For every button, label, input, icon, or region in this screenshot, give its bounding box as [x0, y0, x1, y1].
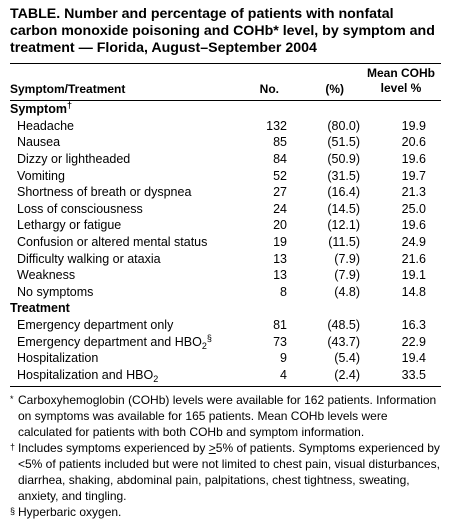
header-symptom-treatment: Symptom/Treatment	[10, 82, 126, 96]
row-label-text: Emergency department only	[17, 318, 174, 333]
row-mean-cohb: 19.1	[401, 268, 426, 283]
table-row	[10, 367, 441, 384]
row-no: 132	[266, 118, 287, 133]
row-pct: (7.9)	[334, 251, 360, 266]
row-label	[10, 350, 247, 367]
footnote-section-mark: §	[10, 506, 16, 517]
row-mean-cohb: 33.5	[401, 367, 426, 382]
row-label-text: Hospitalization and HBO	[17, 367, 154, 382]
row-no: 73	[273, 334, 287, 349]
row-no: 9	[280, 351, 287, 366]
footnote-dagger-mark: †	[10, 442, 16, 453]
header-no: No.	[259, 82, 279, 96]
footnote-dagger-post: 5% of patients. Symptoms experienced by <5% of patients included but were not limited to chest pain, visual disturbances, diarrhea, shaking, abdominal pain, palpitations, chest tightness, sweating, anxiety, and tingling.	[18, 441, 440, 504]
row-pct: (31.5)	[327, 168, 360, 183]
section-row-treatment	[10, 300, 441, 317]
row-pct: (48.5)	[327, 318, 360, 333]
row-no: 24	[273, 201, 287, 216]
footnote-star-text: Carboxyhemoglobin (COHb) levels were available for 162 patients. Information on symptoms was available for 165 patients. Mean COHb levels were calculated for patients with both COHb and symptom information.	[18, 393, 437, 440]
row-label	[10, 234, 247, 251]
row-no: 84	[273, 152, 287, 167]
row-no: 13	[273, 251, 287, 266]
row-label	[10, 151, 247, 168]
table-row	[10, 151, 441, 168]
row-label-subscript: 2	[153, 373, 159, 384]
header-mean-line2: level %	[380, 81, 422, 95]
row-label	[10, 217, 247, 234]
row-label	[10, 167, 247, 184]
footnote-section-text: Hyperbaric oxygen.	[18, 505, 122, 520]
table-title: TABLE. Number and percentage of patients with nonfatal carbon monoxide poisoning and COHb* level, by symptom and treatment — Florida, August–September 2004	[10, 6, 435, 56]
row-label	[10, 333, 247, 350]
footnote-dagger-pre: Includes symptoms experienced by	[18, 441, 209, 456]
row-no: 27	[273, 185, 287, 200]
row-label-text: Emergency department and HBO	[17, 334, 202, 349]
footnote-star	[10, 392, 441, 440]
row-label	[10, 284, 247, 301]
row-no: 19	[273, 235, 287, 250]
row-label-text: Difficulty walking or ataxia	[17, 251, 161, 266]
row-mean-cohb: 19.6	[401, 218, 426, 233]
row-pct: (11.5)	[328, 235, 360, 250]
table-row	[10, 333, 441, 350]
row-label-text: Confusion or altered mental status	[17, 235, 208, 250]
row-label	[10, 367, 247, 384]
row-label-text: Hospitalization	[17, 351, 99, 366]
table-row	[10, 167, 441, 184]
footnote-dagger-ge: >	[208, 441, 216, 456]
row-pct: (5.4)	[334, 351, 360, 366]
row-pct: (43.7)	[327, 334, 360, 349]
row-label	[10, 184, 247, 201]
table-row	[10, 284, 441, 301]
table-row	[10, 118, 441, 135]
row-pct: (2.4)	[334, 367, 360, 382]
row-pct: (80.0)	[327, 118, 360, 133]
row-no: 8	[280, 284, 287, 299]
row-label-text: Nausea	[17, 135, 61, 150]
row-label	[10, 317, 247, 334]
table-row	[10, 234, 441, 251]
header-mean-line1: Mean COHb	[366, 66, 435, 80]
row-label-text: Shortness of breath or dyspnea	[17, 185, 192, 200]
row-no: 20	[273, 218, 287, 233]
table-row	[10, 250, 441, 267]
section-row-symptom	[10, 101, 441, 118]
row-mean-cohb: 16.3	[401, 318, 426, 333]
table-row	[10, 217, 441, 234]
section-label-treatment: Treatment	[10, 301, 70, 316]
row-pct: (51.5)	[327, 135, 360, 150]
row-label	[10, 118, 247, 135]
table-row	[10, 201, 441, 218]
footnote-dagger	[10, 440, 441, 504]
footnotes	[10, 392, 441, 520]
row-label-text: Weakness	[17, 268, 76, 283]
row-label-text: Dizzy or lightheaded	[17, 152, 131, 167]
table-row	[10, 317, 441, 334]
row-mean-cohb: 24.9	[401, 235, 426, 250]
row-pct: (14.5)	[327, 201, 360, 216]
row-mean-cohb: 19.7	[401, 168, 426, 183]
row-mean-cohb: 25.0	[401, 201, 426, 216]
table-row	[10, 134, 441, 151]
section-label-symptom	[10, 101, 441, 118]
row-mean-cohb: 21.3	[401, 185, 426, 200]
row-label	[10, 134, 247, 151]
data-table	[10, 101, 441, 383]
row-no: 13	[273, 268, 287, 283]
row-mean-cohb: 20.6	[401, 135, 426, 150]
row-no: 85	[273, 135, 287, 150]
row-label	[10, 267, 247, 284]
row-pct: (7.9)	[334, 268, 360, 283]
row-pct: (16.4)	[327, 185, 360, 200]
row-label	[10, 201, 247, 218]
row-label-subscript: 2	[201, 340, 207, 351]
row-label-text: Lethargy or fatigue	[17, 218, 122, 233]
row-no: 52	[273, 168, 287, 183]
section-symptom-text: Symptom	[10, 102, 67, 117]
row-label-text: Loss of consciousness	[17, 201, 143, 216]
row-label-footnote-mark: §	[206, 332, 212, 343]
row-label-text: Headache	[17, 118, 74, 133]
row-pct: (4.8)	[334, 284, 360, 299]
row-mean-cohb: 14.8	[401, 284, 426, 299]
row-mean-cohb: 19.9	[401, 118, 426, 133]
row-pct: (50.9)	[327, 152, 360, 167]
row-mean-cohb: 19.6	[401, 152, 426, 167]
row-label-text: Vomiting	[17, 168, 65, 183]
header-mean-cohb	[361, 66, 441, 96]
header-pct: (%)	[325, 82, 344, 96]
row-mean-cohb: 22.9	[401, 334, 426, 349]
row-label	[10, 250, 247, 267]
section-symptom-mark: †	[66, 100, 72, 111]
row-mean-cohb: 19.4	[401, 351, 426, 366]
table-header	[10, 64, 441, 100]
row-label-text: No symptoms	[17, 284, 94, 299]
row-no: 4	[280, 367, 287, 382]
row-no: 81	[273, 318, 287, 333]
footnote-star-mark: *	[10, 394, 14, 405]
table-row	[10, 184, 441, 201]
bottom-rule	[10, 386, 441, 387]
row-mean-cohb: 21.6	[401, 251, 426, 266]
row-pct: (12.1)	[327, 218, 360, 233]
table-row	[10, 267, 441, 284]
table-row	[10, 350, 441, 367]
